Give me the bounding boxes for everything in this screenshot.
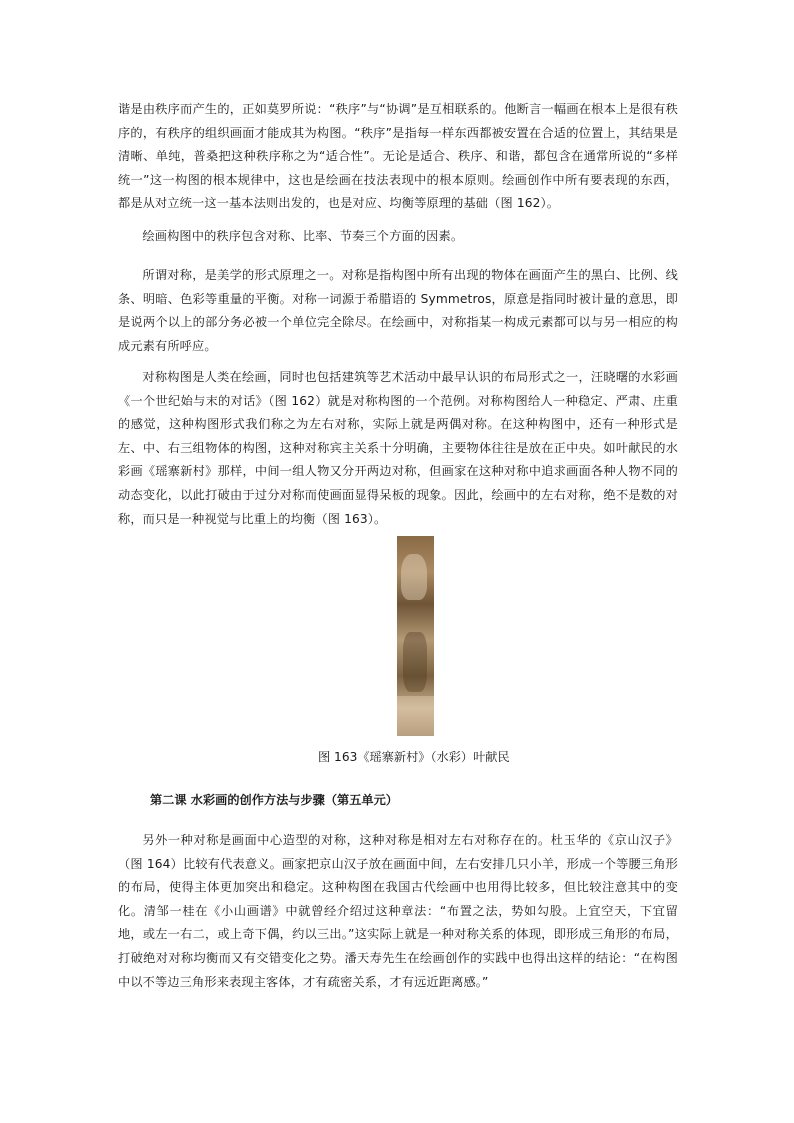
paragraph-center-symmetry: 另外一种对称是画面中心造型的对称，这种对称是相对左右对称存在的。杜玉华的《京山汉子》（图 164）比较有代表意义。画家把京山汉子放在画面中间，左右安排几只小羊，形成一个等腰三角形的布局，使得主体更加突出和稳定。这种构图在我国古代绘画中也用得比较多，但比较注意其中的变化。清邹一桂在《小山画谱》中就曾经介绍过这种章法：“布置之法，势如勾股。上宜空天，下宜留地，或左一右二，或上奇下偶，约以三出。”这实际上就是一种对称关系的体现，即形成三角形的布局，打破绝对对称均衡而又有交错变化之势。潘天寿先生在绘画创作的实践中也得出这样的结论：“在构图中以不等边三角形来表现主客体，才有疏密关系，才有远近距离感。”: [118, 833, 678, 989]
section-heading: 第二课 水彩画的创作方法与步骤（第五单元）: [150, 793, 398, 807]
figure-lower-light: [397, 696, 434, 736]
figure-shadow: [403, 632, 427, 692]
paragraph-symmetry-definition: 所谓对称，是美学的形式原理之一。对称是指构图中所有出现的物体在画面产生的黑白、比例、线条、明暗、色彩等重量的平衡。对称一词源于希腊语的 Symmetros，原意是指同时被计量的意思，即是说两个以上的部分务必被一个单位完全除尽。在绘画中，对称指某一构成元素都可以与另一相应的构成元素有所呼应。: [118, 268, 678, 353]
figure-highlight: [401, 554, 427, 600]
figure-caption: 图 163《瑶寨新村》（水彩）叶献民: [318, 750, 510, 764]
paragraph-order-harmony: 谐是由秩序而产生的，正如莫罗所说：“秩序”与“协调”是互相联系的。他断言一幅画在根本上是很有秩序的，有秩序的组织画面才能成其为构图。“秩序”是指每一样东西都被安置在合适的位置上，其结果是清晰、单纯，普桑把这种秩序称之为“适合性”。无论是适合、秩序、和谐，都包含在通常所说的“多样统一”这一构图的根本规律中，这也是绘画在技法表现中的根本原则。绘画创作中所有要表现的东西，都是从对立统一这一基本法则出发的，也是对应、均衡等原理的基础（图 162）。: [118, 102, 678, 211]
watercolor-figure-image: [397, 536, 434, 736]
paragraph-order-factors: 绘画构图中的秩序包含对称、比率、节奏三个方面的因素。: [142, 229, 464, 243]
paragraph-symmetric-composition: 对称构图是人类在绘画，同时也包括建筑等艺术活动中最早认识的布局形式之一，汪晓曙的水彩画《一个世纪始与末的对话》（图 162）就是对称构图的一个范例。对称构图给人一种稳定、严肃、庄重的感觉，这种构图形式我们称之为左右对称，实际上就是两偶对称。在这种构图中，还有一种形式是左、中、右三组物体的构图，这种对称宾主关系十分明确，主要物体往往是放在正中央。如叶献民的水彩画《瑶寨新村》那样，中间一组人物又分开两边对称，但画家在这种对称中追求画面各种人物不同的动态变化，以此打破由于过分对称而使画面显得呆板的现象。因此，绘画中的左右对称，绝不是数的对称，而只是一种视觉与比重上的均衡（图 163）。: [118, 370, 678, 526]
